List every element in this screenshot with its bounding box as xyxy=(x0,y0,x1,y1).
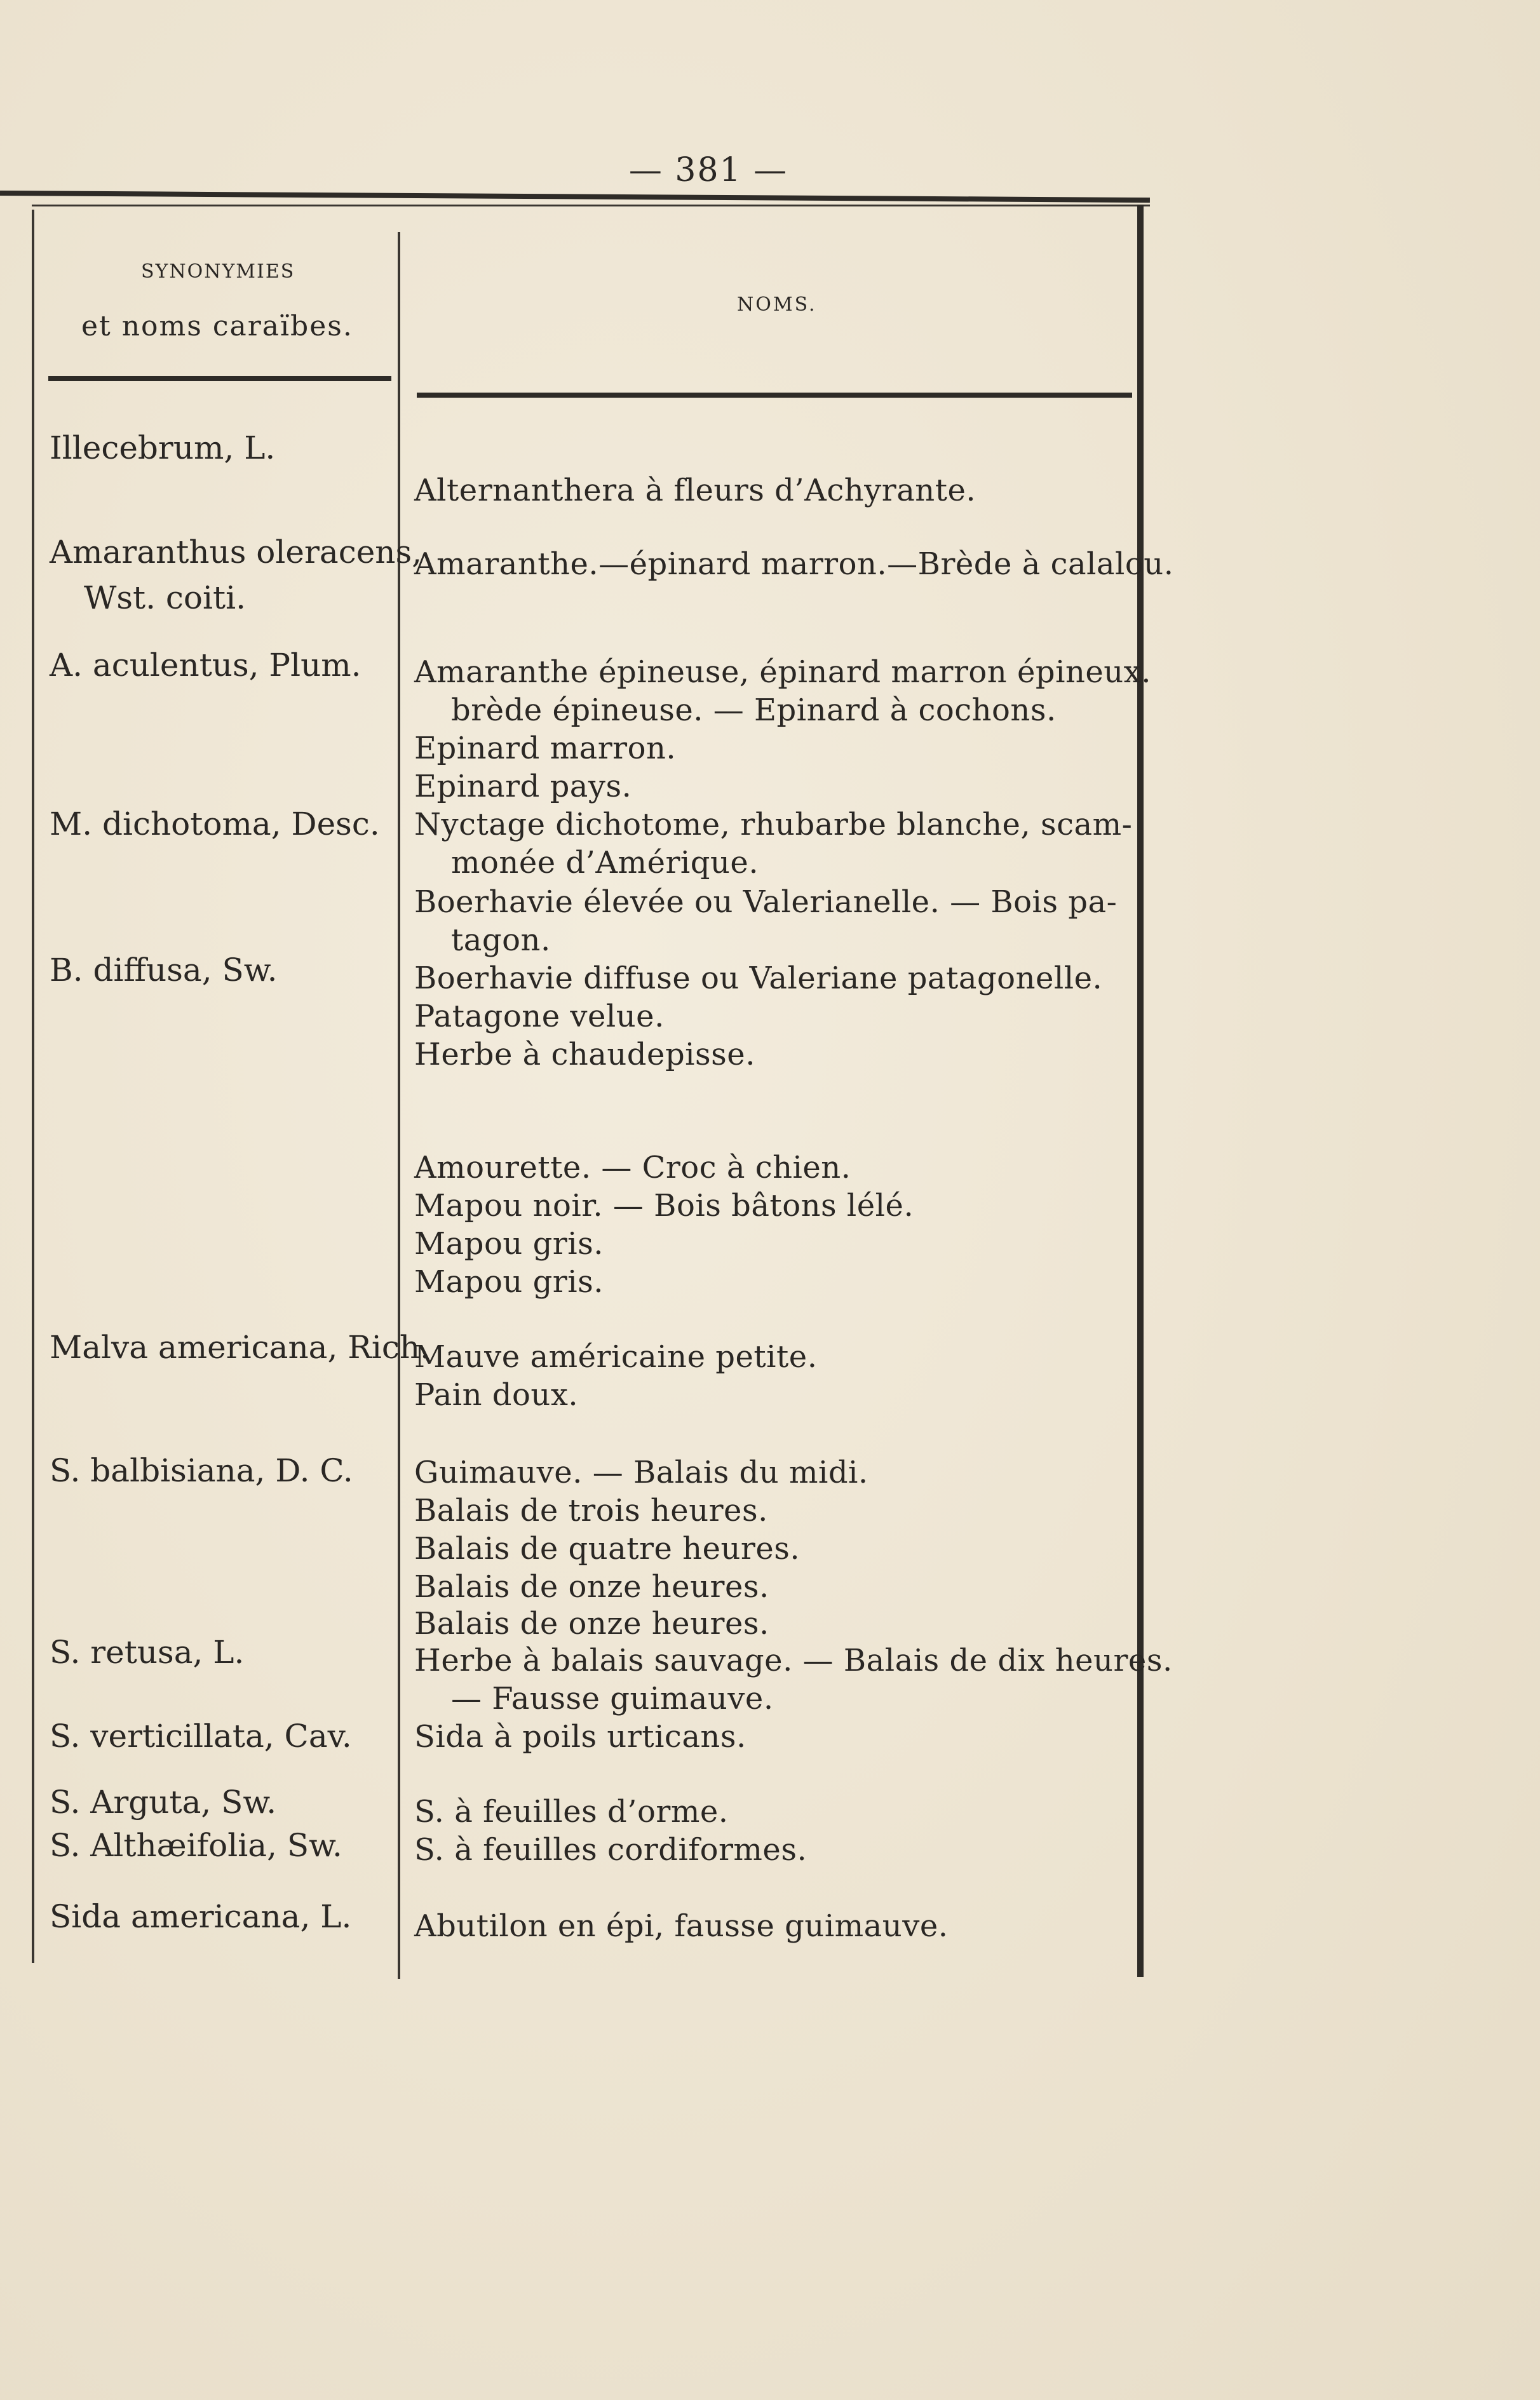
table-left-border xyxy=(32,210,34,1963)
top-rule xyxy=(0,191,1150,203)
name-entry: Epinard pays. xyxy=(414,769,632,804)
synonym-entry: Sida americana, L. xyxy=(50,1898,352,1935)
name-entry: Epinard marron. xyxy=(414,731,677,766)
name-entry: Balais de trois heures. xyxy=(414,1493,768,1528)
name-entry: Abutilon en épi, fausse guimauve. xyxy=(414,1908,949,1944)
name-entry: Patagone velue. xyxy=(414,999,665,1034)
name-entry: monée d’Amérique. xyxy=(451,845,759,880)
name-entry: Mapou gris. xyxy=(414,1264,604,1300)
synonym-entry: S. verticillata, Cav. xyxy=(50,1718,352,1755)
header-rule-right xyxy=(417,393,1132,398)
name-entry: S. à feuilles d’orme. xyxy=(414,1794,729,1830)
name-entry: Guimauve. — Balais du midi. xyxy=(414,1455,868,1490)
synonym-entry: Illecebrum, L. xyxy=(50,429,276,466)
synonym-entry: M. dichotoma, Desc. xyxy=(50,806,380,842)
synonym-entry: S. balbisiana, D. C. xyxy=(50,1452,353,1489)
synonym-entry: A. aculentus, Plum. xyxy=(50,647,361,684)
name-entry: Balais de onze heures. xyxy=(414,1606,769,1642)
name-entry: Amourette. — Croc à chien. xyxy=(414,1150,851,1185)
name-entry: Herbe à balais sauvage. — Balais de dix heures. xyxy=(414,1643,1173,1678)
name-entry: Sida à poils urticans. xyxy=(414,1719,746,1755)
name-entry: Mauve américaine petite. xyxy=(414,1339,818,1375)
synonym-entry: B. diffusa, Sw. xyxy=(50,952,278,988)
column-header-synonymies-sub: et noms caraïbes. xyxy=(81,310,353,342)
name-entry: Mapou noir. — Bois bâtons lélé. xyxy=(414,1188,914,1224)
name-entry: Amaranthe.—épinard marron.—Brède à calalou. xyxy=(414,546,1174,582)
column-header-noms: NOMS. xyxy=(737,293,817,316)
table-right-border xyxy=(1137,205,1144,1977)
name-entry: Boerhavie élevée ou Valerianelle. — Bois pa- xyxy=(414,884,1118,920)
column-header-synonymies: SYNONYMIES xyxy=(141,260,295,283)
synonym-entry: Malva americana, Rich. xyxy=(50,1329,430,1366)
page-number: — 381 — xyxy=(628,151,788,189)
synonym-entry: S. Althæifolia, Sw. xyxy=(50,1827,342,1864)
synonym-entry: S. Arguta, Sw. xyxy=(50,1784,277,1821)
name-entry: Amaranthe épineuse, épinard marron épineux. xyxy=(414,654,1151,690)
name-entry: S. à feuilles cordiformes. xyxy=(414,1832,807,1868)
name-entry: Alternanthera à fleurs d’Achyrante. xyxy=(414,473,976,508)
name-entry: Balais de onze heures. xyxy=(414,1569,769,1605)
synonym-entry: S. retusa, L. xyxy=(50,1634,245,1671)
name-entry: tagon. xyxy=(451,922,551,958)
table-top-border xyxy=(32,205,1150,206)
name-entry: Pain doux. xyxy=(414,1377,579,1413)
header-rule-left xyxy=(48,376,391,381)
name-entry: Mapou gris. xyxy=(414,1226,604,1262)
name-entry: brède épineuse. — Epinard à cochons. xyxy=(451,692,1057,728)
synonym-entry: Wst. coiti. xyxy=(84,579,247,616)
name-entry: Herbe à chaudepisse. xyxy=(414,1037,755,1072)
column-divider xyxy=(398,232,400,1979)
name-entry: — Fausse guimauve. xyxy=(451,1681,774,1716)
synonym-entry: Amaranthus oleracens, xyxy=(50,534,422,570)
name-entry: Nyctage dichotome, rhubarbe blanche, scam- xyxy=(414,807,1133,842)
name-entry: Boerhavie diffuse ou Valeriane patagonelle. xyxy=(414,961,1103,996)
name-entry: Balais de quatre heures. xyxy=(414,1531,800,1567)
